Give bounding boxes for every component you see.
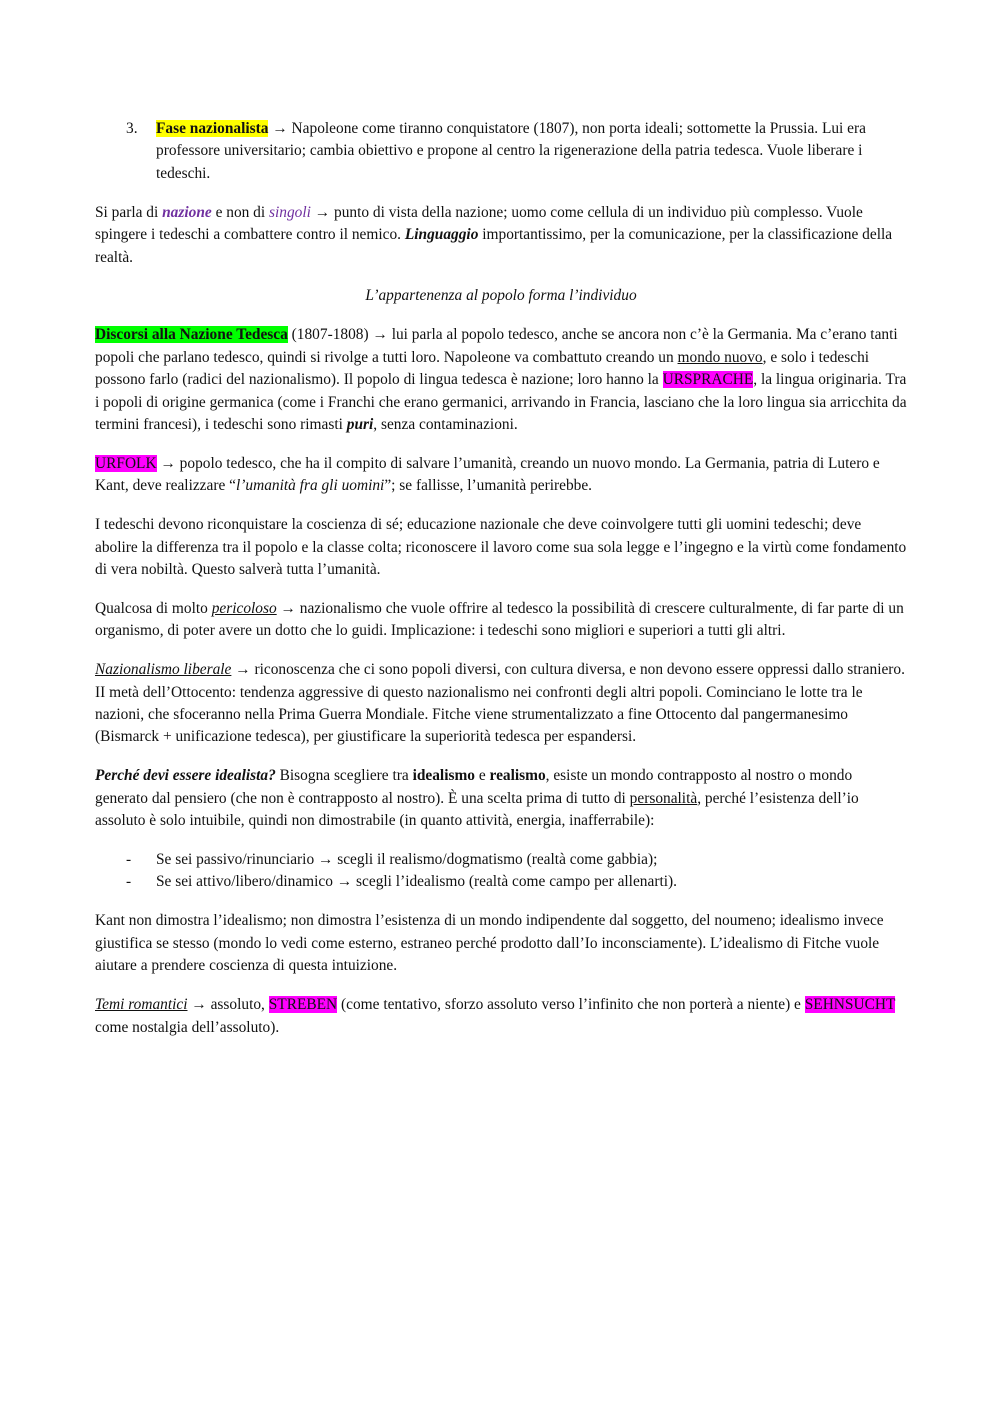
term-nazione: nazione — [162, 203, 212, 221]
paragraph-temi-romantici: Temi romantici → assoluto, STREBEN (come tentativo, sforzo assoluto verso l’infinito che non porterà a niente) e SEHNSUCHT come nostalgia dell’assoluto). — [95, 996, 896, 1036]
term-sehnsucht: SEHNSUCHT — [804, 996, 896, 1014]
paragraph-discorsi: Discorsi alla Nazione Tedesca (1807-1808) → lui parla al popolo tedesco, anche se ancora non c’è la Germania. Ma c’erano tanti popoli che parlano tedesco, quindi si rivolge a tutti loro. Napoleone va combattuto creando un mondo nuovo, e solo i tedeschi possono farlo (radici del nazionalismo). Il popolo di lingua tedesca è nazione; loro hanno la URSPRACHE, la lingua originaria. Tra i popoli di origine germanica (come i Franchi che erano germanici, arrivando in Francia, lasciano che la loro lingua sia arricchita da termini francesi), i tedeschi sono rimasti puri, senza contaminazioni. — [95, 326, 907, 433]
arrow-icon: → — [191, 996, 207, 1014]
section-heading: L’appartenenza al popolo forma l’individuo — [365, 287, 637, 305]
term-linguaggio: Linguaggio — [404, 226, 479, 244]
term-ursprache: URSPRACHE — [662, 371, 754, 389]
arrow-icon: → — [314, 203, 331, 221]
list-item: - Se sei attivo/libero/dinamico → scegli l’idealismo (realtà come campo per allenarti). — [95, 871, 907, 893]
term-nazionalismo-liberale: Nazionalismo liberale — [95, 661, 232, 679]
paragraph-nazione: Si parla di nazione e non di singoli → punto di vista della nazione; uomo come cellula di un individuo più complesso. Vuole spingere i tedeschi a combattere contro il nemico. Linguaggio importantissimo, per la comunicazione, per la classificazione della realtà. — [95, 203, 893, 266]
term-idealismo: idealismo — [412, 767, 475, 785]
paragraph-pericoloso: Qualcosa di molto pericoloso → nazionalismo che vuole offrire al tedesco la possibilità di crescere culturalmente, di far parte di un organismo, di poter avere un dotto che lo guidi. Implicazione: i tedeschi sono migliori e superiori a tutti gli altri. — [95, 599, 904, 640]
term-pericoloso: pericoloso — [211, 599, 277, 617]
arrow-icon: → — [318, 851, 334, 869]
arrow-icon: → — [336, 873, 353, 891]
paragraph-idealista: Perché devi essere idealista? Bisogna scegliere tra idealismo e realismo, esiste un mondo contrapposto al nostro o mondo generato dal pensiero (che non è contrapposto al nostro). È una scelta prima di tutto di personalità, perché l’esistenza dell’io assoluto è solo intuibile, quindi non dimostrabile (in quanto attività, energia, inafferrabile): — [95, 767, 859, 830]
term-realismo: realismo — [489, 767, 546, 785]
term-urfolk: URFOLK — [95, 454, 157, 472]
paragraph-nazionalismo-liberale: Nazionalismo liberale → riconoscenza che ci sono popoli diversi, con cultura diversa, e non devono essere oppressi dallo straniero. II metà dell’Ottocento: tendenza aggressive di questo nazionalismo nei confronti degli altri popoli. Cominciano le lotte tra le nazioni, che sfoceranno nella Prima Guerra Mondiale. Fitche viene strumentalizzato a fine Ottocento dal pangermanesimo (Bismarck + unificazione tedesca), per giustificare la superiorità tedesca per espandersi. — [95, 661, 905, 746]
paragraph-urfolk: URFOLK → popolo tedesco, che ha il compito di salvare l’umanità, creando un nuovo mondo. La Germania, patria di Lutero e Kant, deve realizzare “l’umanità fra gli uomini”; se fallisse, l’umanità perirebbe. — [95, 454, 880, 495]
document-body — [95, 118, 907, 1055]
term-personalita: personalità — [629, 789, 698, 807]
term-fase-nazionalista: Fase nazionalista — [156, 120, 269, 137]
term-mondo-nuovo: mondo nuovo — [677, 348, 763, 366]
paragraph-tedeschi: I tedeschi devono riconquistare la coscienza di sé; educazione nazionale che deve coinvolgere tutti gli uomini tedeschi; deve abolire la differenza tra il popolo e la classe colta; riconoscere il lavoro come sua sola legge e l’ingegno e la virtù come fondamento di vera nobiltà. Questo salverà tutta l’umanità. — [95, 516, 907, 578]
arrow-icon: → — [272, 120, 288, 137]
item-text: Napoleone come tiranno conquistatore (1807), non porta ideali; sottomette la Prussia. Lui era professore universitario; cambia obiettivo e propone al centro la rigenerazione della patria tedesca. Vuole liberare i tedeschi. — [156, 120, 866, 182]
numbered-item-3 — [95, 118, 907, 185]
dash-bullet: - — [126, 873, 132, 891]
arrow-icon: → — [235, 661, 251, 679]
term-singoli: singoli — [269, 203, 311, 221]
paragraph-kant: Kant non dimostra l’idealismo; non dimostra l’esistenza di un mondo indipendente dal soggetto, del noumeno; idealismo invece giustifica se stesso (mondo lo vedi come esterno, estraneo perché prodotto dall’Io inconsciamente). L’idealismo di Fitche vuole aiutare a prendere coscienza di questa intuizione. — [95, 912, 884, 975]
term-streben: STREBEN — [268, 996, 338, 1014]
quote-umanita: l’umanità fra gli uomini — [235, 477, 385, 495]
arrow-icon: → — [160, 454, 176, 472]
question-idealista: Perché devi essere idealista? — [95, 767, 276, 785]
list-number: 3. — [126, 120, 138, 137]
term-puri: puri — [346, 415, 374, 433]
arrow-icon: → — [372, 326, 388, 344]
dash-bullet: - — [126, 851, 132, 869]
arrow-icon: → — [280, 599, 296, 617]
term-temi-romantici: Temi romantici — [95, 996, 188, 1014]
list-item: - Se sei passivo/rinunciario → scegli il realismo/dogmatismo (realtà come gabbia); — [95, 849, 907, 871]
bullet-list — [95, 849, 907, 894]
term-discorsi: Discorsi alla Nazione Tedesca — [95, 326, 288, 344]
